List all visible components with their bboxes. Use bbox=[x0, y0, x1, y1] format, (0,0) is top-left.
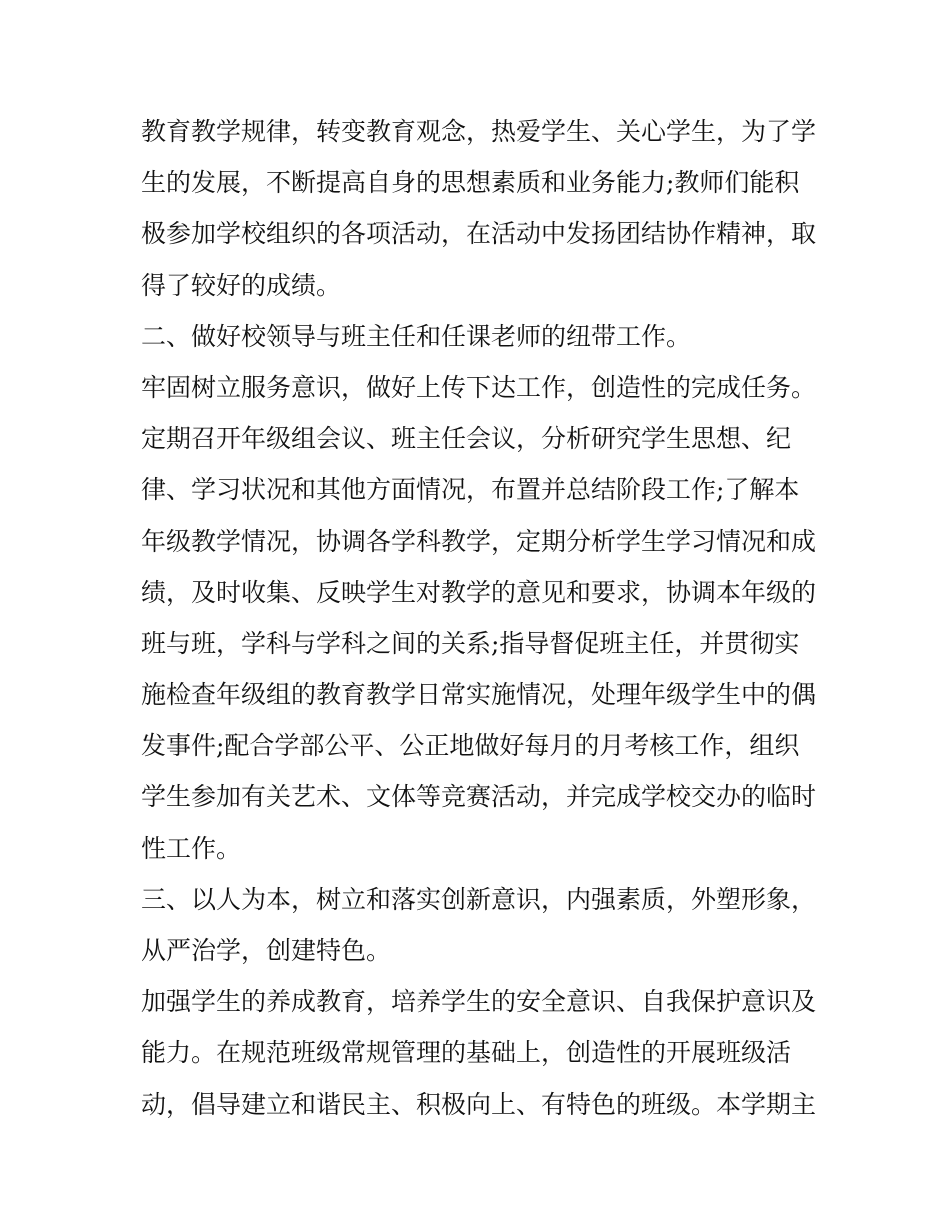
text-line: 生的发展，不断提高自身的思想素质和业务能力;教师们能积 bbox=[141, 168, 800, 198]
text-line: 学生参加有关艺术、文体等竞赛活动，并完成学校交办的临时 bbox=[141, 782, 817, 812]
text-line: 加强学生的养成教育，培养学生的安全意识、自我保护意识及 bbox=[141, 987, 817, 1017]
document-body bbox=[141, 106, 821, 1130]
section-heading: 三、以人为本，树立和落实创新意识，内强素质，外塑形象， bbox=[141, 884, 817, 914]
text-line: 绩，及时收集、反映学生对教学的意见和要求，协调本年级的 bbox=[141, 577, 817, 607]
text-line: 教育教学规律，转变教育观念，热爱学生、关心学生，为了学 bbox=[141, 117, 817, 146]
text-line: 能力。在规范班级常规管理的基础上，创造性的开展班级活 bbox=[141, 1038, 792, 1068]
text-line: 班与班，学科与学科之间的关系;指导督促班主任，并贯彻实 bbox=[141, 628, 800, 658]
text-line: 年级教学情况，协调各学科教学，定期分析学生学习情况和成 bbox=[141, 526, 817, 556]
text-line: 得了较好的成绩。 bbox=[141, 270, 342, 300]
text-line: 性工作。 bbox=[141, 833, 242, 863]
section-heading: 从严治学，创建特色。 bbox=[141, 936, 392, 965]
text-line: 律、学习状况和其他方面情况，布置并总结阶段工作;了解本 bbox=[141, 475, 800, 505]
text-line: 极参加学校组织的各项活动，在活动中发扬团结协作精神，取 bbox=[141, 219, 817, 249]
section-heading: 二、做好校领导与班主任和任课老师的纽带工作。 bbox=[141, 321, 692, 351]
text-line: 动，倡导建立和谐民主、积极向上、有特色的班级。本学期主 bbox=[141, 1089, 817, 1119]
text-line: 牢固树立服务意识，做好上传下达工作，创造性的完成任务。 bbox=[141, 372, 817, 402]
text-line: 施检查年级组的教育教学日常实施情况，处理年级学生中的偶 bbox=[141, 680, 817, 710]
text-line: 定期召开年级组会议、班主任会议，分析研究学生思想、纪 bbox=[141, 424, 792, 454]
text-line: 发事件;配合学部公平、公正地做好每月的月考核工作，组织 bbox=[141, 731, 800, 761]
